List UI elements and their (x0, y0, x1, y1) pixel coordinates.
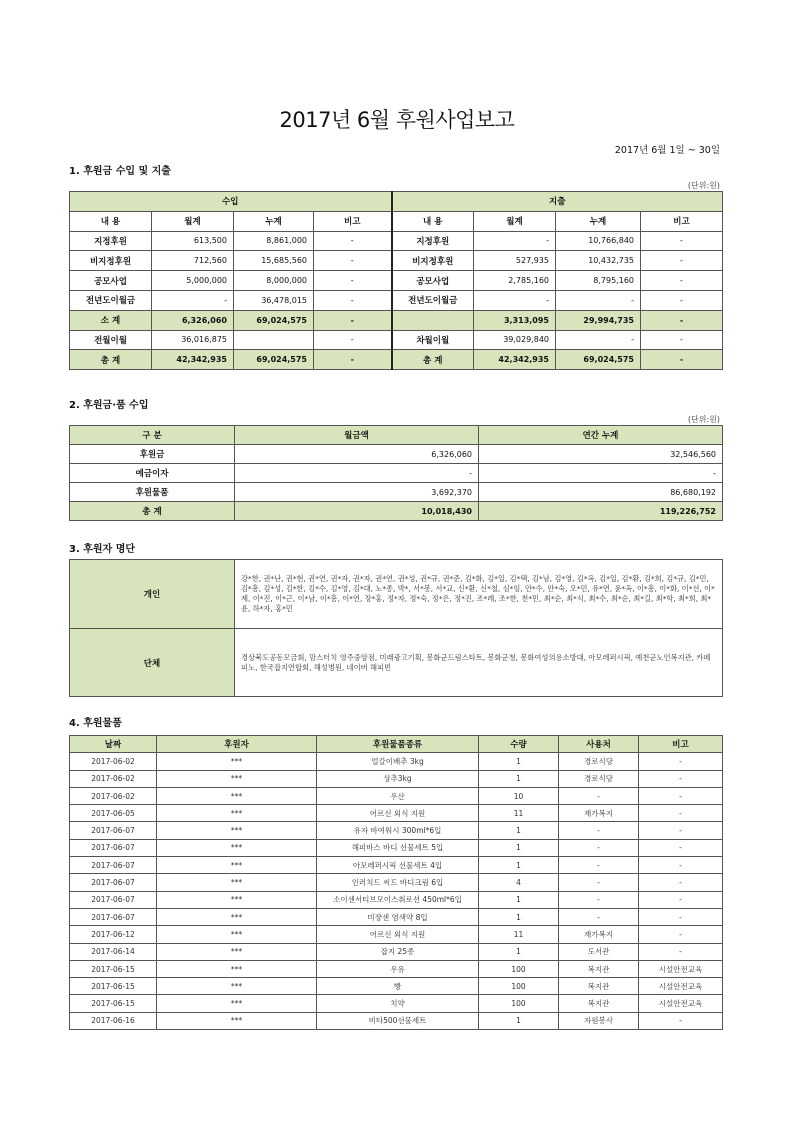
cell: 10,766,840 (556, 231, 641, 251)
cell-qty: 1 (479, 857, 559, 874)
cell-qty: 1 (479, 822, 559, 839)
cell: 3,313,095 (474, 310, 556, 330)
cell-date: 2017-06-07 (70, 857, 157, 874)
col-donor: 후원자 (157, 736, 317, 753)
cell: 2,785,160 (474, 271, 556, 291)
table-row (70, 908, 723, 925)
cell: - (641, 290, 723, 310)
cell: 10,432,735 (556, 251, 641, 271)
cell: 69,024,575 (556, 350, 641, 370)
cell: - (641, 330, 723, 350)
cell-date: 2017-06-07 (70, 822, 157, 839)
col-place: 사용처 (559, 736, 639, 753)
cell-place: - (559, 891, 639, 908)
col-date: 날짜 (70, 736, 157, 753)
individual-label: 개인 (70, 560, 235, 629)
cell: 36,478,015 (234, 290, 314, 310)
cell-donor: *** (157, 960, 317, 977)
table-row (70, 857, 723, 874)
donor-list-table (69, 559, 723, 697)
cell: 8,861,000 (234, 231, 314, 251)
subtotal-label: 소 계 (70, 310, 152, 330)
cell-qty: 4 (479, 874, 559, 891)
income-expense-table (69, 191, 723, 370)
individual-donors: 강*한, 권*난, 권*현, 권*연, 권*자, 권*자, 권*연, 권*성, 권*규, 권*준, 김*화, 김*일, 김*택, 김*남, 김*영, 김*옥, 김*일, 김*환, 김*희, 김*규, 김*민, 김*흥, 김*성, 김*한, 김*수, 김*영, 김*대, 노*종, 박*, 서*봉, 서*교, 신*환, 신*철, 심*임, 안*수, 안*숙, 오*민, 유*연, 윤*옥, 이*흥, 이*화, 이*선, 이*제, 이*진, 이*근, 이*남, 이*흥, 이*연, 장*홍, 정*자, 정*숙, 정*은, 정*진, 조*례, 조*한, 천*민, 최*순, 최*식, 최*수, 최*순, 최*길, 최*학, 최*희, 최*윤, 하*자, 홍*민 (235, 560, 723, 629)
total-label: 총 계 (70, 350, 152, 370)
col-content: 내 용 (70, 211, 152, 231)
cell-item: 유자 바여워시 300ml*6입 (317, 822, 479, 839)
cell-item: 상추3kg (317, 770, 479, 787)
section-heading-donated-goods: 4. 후원물품 (69, 718, 122, 729)
cell-qty: 1 (479, 839, 559, 856)
cell-note: - (639, 891, 723, 908)
cell: 6,326,060 (235, 445, 479, 464)
cell-date: 2017-06-15 (70, 978, 157, 995)
cell-item: 미쟝센 염색약 8입 (317, 908, 479, 925)
income-header: 수입 (70, 192, 392, 212)
col-monthly: 월계 (152, 211, 234, 231)
cell-qty: 100 (479, 960, 559, 977)
col-note: 비고 (639, 736, 723, 753)
cell-donor: *** (157, 805, 317, 822)
cell-donor: *** (157, 908, 317, 925)
row-label: 전년도이월금 (70, 290, 152, 310)
row-label: 후원금 (70, 445, 235, 464)
cell: - (314, 350, 392, 370)
donated-goods-table (69, 735, 723, 1030)
col-category: 구 분 (70, 426, 235, 445)
table-row (70, 978, 723, 995)
table-row (70, 231, 723, 251)
cell-note: - (639, 908, 723, 925)
row-label: 공모사업 (392, 271, 474, 291)
cell-date: 2017-06-02 (70, 753, 157, 770)
cell-date: 2017-06-07 (70, 874, 157, 891)
cell-date: 2017-06-07 (70, 891, 157, 908)
col-content: 내 용 (392, 211, 474, 231)
cell-donor: *** (157, 770, 317, 787)
cell: 29,994,735 (556, 310, 641, 330)
cell-qty: 100 (479, 995, 559, 1012)
cell-note: 시설안전교육 (639, 960, 723, 977)
cell-place: - (559, 874, 639, 891)
cell: 36,016,875 (152, 330, 234, 350)
cell-place: 재가복지 (559, 926, 639, 943)
report-period: 2017년 6월 1일 ~ 30일 (614, 145, 720, 156)
col-item: 후원물품종류 (317, 736, 479, 753)
cell-date: 2017-06-05 (70, 805, 157, 822)
row-label: 비지정후원 (70, 251, 152, 271)
cell: 15,685,560 (234, 251, 314, 271)
cell-place: - (559, 839, 639, 856)
cell-item: 어르신 외식 지원 (317, 805, 479, 822)
cell: 8,000,000 (234, 271, 314, 291)
cell-item: 치약 (317, 995, 479, 1012)
cell: - (641, 310, 723, 330)
cell: 86,680,192 (479, 483, 723, 502)
cell: - (556, 330, 641, 350)
cell-donor: *** (157, 839, 317, 856)
cell: 69,024,575 (234, 350, 314, 370)
cell: - (479, 464, 723, 483)
cell-note: - (639, 770, 723, 787)
table-row (70, 290, 723, 310)
cell: - (641, 271, 723, 291)
cell-place: 복지관 (559, 978, 639, 995)
cell-item: 어르신 외식 지원 (317, 926, 479, 943)
cell-place: 재가복지 (559, 805, 639, 822)
cell-note: - (639, 857, 723, 874)
table-row (70, 445, 723, 464)
cell: 3,692,370 (235, 483, 479, 502)
cell-place: 복지관 (559, 995, 639, 1012)
table-row (70, 464, 723, 483)
cell-qty: 11 (479, 805, 559, 822)
col-note: 비고 (641, 211, 723, 231)
table-row (70, 560, 723, 629)
cell-place: 경로식당 (559, 753, 639, 770)
cell: 527,935 (474, 251, 556, 271)
cell-date: 2017-06-02 (70, 770, 157, 787)
cell-item: 우유 (317, 960, 479, 977)
cell-item: 잡지 25종 (317, 943, 479, 960)
cell: 8,795,160 (556, 271, 641, 291)
cell: 5,000,000 (152, 271, 234, 291)
row-label: 지정후원 (392, 231, 474, 251)
total-row (70, 502, 723, 521)
table-row (70, 805, 723, 822)
cell-place: - (559, 857, 639, 874)
row-label: 공모사업 (70, 271, 152, 291)
cell-place: 자원봉사 (559, 1012, 639, 1029)
cell-qty: 1 (479, 908, 559, 925)
table-row (70, 943, 723, 960)
table-row (70, 960, 723, 977)
cell-date: 2017-06-15 (70, 995, 157, 1012)
cell-place: - (559, 787, 639, 804)
cell-donor: *** (157, 753, 317, 770)
cell: 32,546,560 (479, 445, 723, 464)
col-monthly: 월계 (474, 211, 556, 231)
cell-date: 2017-06-02 (70, 787, 157, 804)
cell-qty: 1 (479, 753, 559, 770)
donation-income-table (69, 425, 723, 521)
cell: 42,342,935 (152, 350, 234, 370)
section-heading-income-expense: 1. 후원금 수입 및 지출 (69, 166, 171, 177)
subtotal-row (70, 310, 723, 330)
cell-note: - (639, 805, 723, 822)
cell: 613,500 (152, 231, 234, 251)
cell-place: - (559, 822, 639, 839)
cell-qty: 1 (479, 943, 559, 960)
cell-donor: *** (157, 891, 317, 908)
cell: 712,560 (152, 251, 234, 271)
cell-place: 경로식당 (559, 770, 639, 787)
cell: - (314, 231, 392, 251)
cell-qty: 1 (479, 891, 559, 908)
cell: - (474, 290, 556, 310)
total-row (70, 350, 723, 370)
cell-place: 도서관 (559, 943, 639, 960)
table-row (70, 629, 723, 697)
cell: - (314, 271, 392, 291)
cell-donor: *** (157, 787, 317, 804)
row-label: 예금이자 (70, 464, 235, 483)
cell: - (474, 231, 556, 251)
col-note: 비고 (314, 211, 392, 231)
table-row (70, 995, 723, 1012)
expense-header: 지출 (392, 192, 723, 212)
cell-qty: 10 (479, 787, 559, 804)
cell: - (152, 290, 234, 310)
cell-donor: *** (157, 943, 317, 960)
cell: - (556, 290, 641, 310)
cell-donor: *** (157, 978, 317, 995)
cell-donor: *** (157, 995, 317, 1012)
cell-item: 소이센서티브모이스춰로션 450ml*6입 (317, 891, 479, 908)
col-annual-total: 연간 누계 (479, 426, 723, 445)
cell: - (641, 350, 723, 370)
table-row (70, 770, 723, 787)
cell (234, 330, 314, 350)
row-label: 비지정후원 (392, 251, 474, 271)
carry-row (70, 330, 723, 350)
cell-donor: *** (157, 926, 317, 943)
cell-note: - (639, 943, 723, 960)
cell: - (314, 290, 392, 310)
table-row (70, 271, 723, 291)
table-row (70, 1012, 723, 1029)
unit-label: (단위:원) (687, 181, 720, 190)
cell: - (641, 231, 723, 251)
cell-donor: *** (157, 874, 317, 891)
total-label: 총 계 (392, 350, 474, 370)
row-label: 후원물품 (70, 483, 235, 502)
cell-note: - (639, 874, 723, 891)
cell-note: - (639, 753, 723, 770)
col-qty: 수량 (479, 736, 559, 753)
cell: - (641, 251, 723, 271)
table-row (70, 753, 723, 770)
cell-qty: 1 (479, 1012, 559, 1029)
cell-qty: 1 (479, 770, 559, 787)
cell-date: 2017-06-14 (70, 943, 157, 960)
row-label: 전월이월 (70, 330, 152, 350)
table-row (70, 891, 723, 908)
section-heading-donation-income: 2. 후원금·품 수입 (69, 400, 149, 411)
cell: 42,342,935 (474, 350, 556, 370)
cell: - (235, 464, 479, 483)
col-cumulative: 누계 (234, 211, 314, 231)
cell-date: 2017-06-07 (70, 908, 157, 925)
cell: - (314, 330, 392, 350)
cell: - (314, 310, 392, 330)
cell-date: 2017-06-15 (70, 960, 157, 977)
cell-item: 우산 (317, 787, 479, 804)
page-title: 2017년 6월 후원사업보고 (279, 108, 515, 132)
cell-item: 빵 (317, 978, 479, 995)
row-label: 지정후원 (70, 231, 152, 251)
col-monthly-amount: 월금액 (235, 426, 479, 445)
cell-item: 인러치드 씨드 바디크림 6입 (317, 874, 479, 891)
cell-note: 시설안전교육 (639, 995, 723, 1012)
table-row (70, 787, 723, 804)
col-cumulative: 누계 (556, 211, 641, 231)
table-row (70, 822, 723, 839)
cell-qty: 100 (479, 978, 559, 995)
cell: 39,029,840 (474, 330, 556, 350)
cell-item: 얼갈이배추 3kg (317, 753, 479, 770)
cell-note: - (639, 787, 723, 804)
group-donors: 경상북도공동모금회, 맘스터치 영주중앙점, 미래광고기획, 봉화군드림스타트, 봉화군청, 봉화여성의용소방대, 아모레퍼시픽, 예천군노인복지관, 카페피노, 한국잡지연합회, 해성병원, 네이버 해피빈 (235, 629, 723, 697)
cell-item: 아모레퍼시픽 선물세트 4입 (317, 857, 479, 874)
cell-date: 2017-06-12 (70, 926, 157, 943)
row-label (392, 310, 474, 330)
cell-donor: *** (157, 857, 317, 874)
total-label: 총 계 (70, 502, 235, 521)
cell-note: - (639, 1012, 723, 1029)
group-label: 단체 (70, 629, 235, 697)
cell: 10,018,430 (235, 502, 479, 521)
cell-qty: 11 (479, 926, 559, 943)
cell: 119,226,752 (479, 502, 723, 521)
cell-note: - (639, 926, 723, 943)
row-label: 차월이월 (392, 330, 474, 350)
table-row (70, 251, 723, 271)
cell: 6,326,060 (152, 310, 234, 330)
cell-donor: *** (157, 822, 317, 839)
cell-place: - (559, 908, 639, 925)
cell-place: 복지관 (559, 960, 639, 977)
cell-item: 비타500선물세트 (317, 1012, 479, 1029)
cell: 69,024,575 (234, 310, 314, 330)
cell-date: 2017-06-07 (70, 839, 157, 856)
cell-donor: *** (157, 1012, 317, 1029)
table-row (70, 926, 723, 943)
cell-note: - (639, 839, 723, 856)
cell: - (314, 251, 392, 271)
cell-note: - (639, 822, 723, 839)
table-row (70, 839, 723, 856)
cell-date: 2017-06-16 (70, 1012, 157, 1029)
cell-note: 시설안전교육 (639, 978, 723, 995)
cell-item: 해피바스 바디 선물세트 5입 (317, 839, 479, 856)
section-heading-donor-list: 3. 후원자 명단 (69, 544, 136, 555)
unit-label: (단위:원) (687, 415, 720, 424)
table-row (70, 483, 723, 502)
table-row (70, 874, 723, 891)
row-label: 전년도이월금 (392, 290, 474, 310)
